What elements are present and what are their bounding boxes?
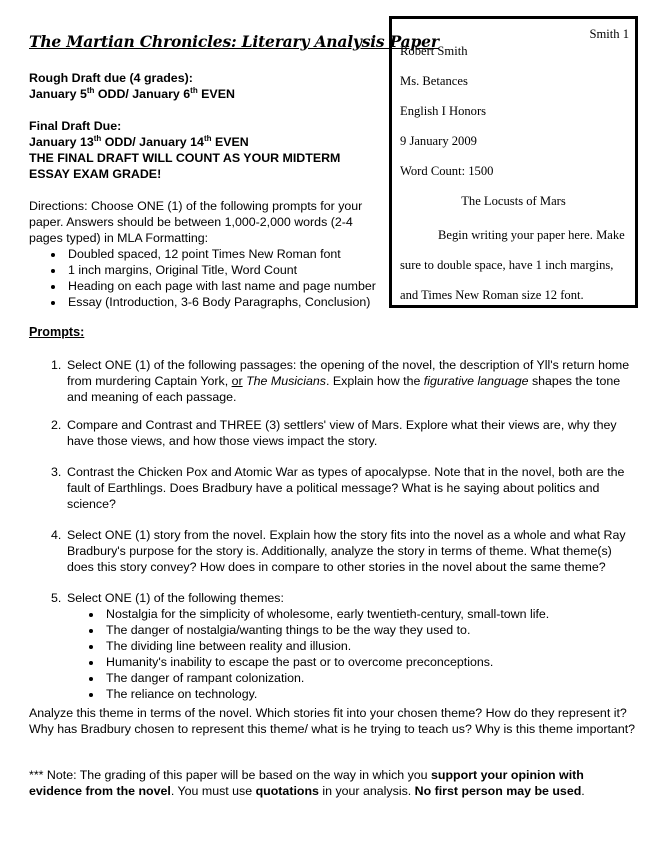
final-draft-note-2: ESSAY EXAM GRADE! [29,167,162,181]
prompt-3: 3. Contrast the Chicken Pox and Atomic War as types of apocalypse. Note that in the novel, both are the fault of Earthlings. Does Bradbury have a political message? What is he saying about politics and science? [51,464,631,512]
list-item: • Heading on each page with last name and page number [65,278,379,294]
mla-course: English I Honors [400,104,487,118]
list-item: • The reliance on technology. [103,686,631,702]
prompt-2-text: Compare and Contrast and THREE (3) settlers' view of Mars. Explore what their views are, why they have those views, and how those views impact the story. [67,418,617,448]
themes-list [51,606,631,702]
mla-student-name: Robert Smith [400,44,468,58]
prompts-heading: Prompts: [29,325,85,339]
directions-section [29,198,379,310]
rough-draft-heading: Rough Draft due (4 grades): [29,71,193,85]
analyze-instructions: Analyze this theme in terms of the novel. Which stories fit into your chosen theme? How do they represent it? Why has Bradbury chosen to represent this theme/ what is he trying to teach us? Why is this theme important? [29,706,636,736]
prompt-4: 4. Select ONE (1) story from the novel. Explain how the story fits into the novel as a whole and what Ray Bradbury's purpose for the story is. Additionally, analyze the story in terms of theme. What theme(s) does this story convey? How does in compare to other stories in the novel about the same theme? [51,527,631,575]
list-item: • The danger of rampant colonization. [103,670,631,686]
mla-page-header: Smith 1 [589,27,629,41]
final-draft-dates: January 13th ODD/ January 14th EVEN [29,133,249,149]
mla-example-box [389,16,638,308]
final-draft-heading: Final Draft Due: [29,119,122,133]
prompt-1: 1. Select ONE (1) of the following passages: the opening of the novel, the description of Yll's return home from murdering Captain York, or The Musicians. Explain how the figurative language shapes the tone and meaning of each passage. [51,358,630,404]
directions-text: Directions: Choose ONE (1) of the following prompts for your paper. Answers should be between 1,000-2,000 words (2-4 pages typed) in MLA Formatting: [29,199,363,245]
prompt-5: 5. Select ONE (1) of the following themes: • Nostalgia for the simplicity of wholesome, early twentieth-century, small-town life. • The danger of nostalgia/wanting things to be the way they used to. • The dividing line between reality and illusion. • Humanity's inability to escape the past or to overcome preconceptions. • The danger of rampant colonization. • The reliance on technology. [51,590,631,702]
prompt-2: 2. Compare and Contrast and THREE (3) settlers' view of Mars. Explore what their views are, why they have those views, and how those views impact the story. [51,417,631,449]
rough-draft-section [29,70,235,102]
list-item: • The danger of nostalgia/wanting things to be the way they used to. [103,622,631,638]
mla-teacher: Ms. Betances [400,74,468,88]
final-draft-note: THE FINAL DRAFT WILL COUNT AS YOUR MIDTERM [29,151,341,165]
list-item: • Nostalgia for the simplicity of wholesome, early twentieth-century, small-town life. [103,606,631,622]
prompt-3-text: Contrast the Chicken Pox and Atomic War as types of apocalypse. Note that in the novel, both are the fault of Earthlings. Does Bradbury have a political message? What is he saying about politics and science? [67,465,625,511]
list-item: • Humanity's inability to escape the past or to overcome preconceptions. [103,654,631,670]
rough-draft-dates: January 5th ODD/ January 6th EVEN [29,85,235,101]
list-item: • 1 inch margins, Original Title, Word Count [65,262,379,278]
prompt-1-text: Select ONE (1) of the following passages: the opening of the novel, the description of Yll's return home from murdering Captain York, or The Musicians. Explain how the figurative language shapes the tone and meaning of each passage. [67,358,630,404]
list-item: • Essay (Introduction, 3-6 Body Paragraphs, Conclusion) [65,294,379,310]
formatting-list [29,246,379,310]
mla-word-count: Word Count: 1500 [400,164,494,178]
mla-paper-title: The Locusts of Mars [461,194,566,208]
page-title: The Martian Chronicles: Literary Analysis Paper [29,32,439,51]
grading-note: *** Note: The grading of this paper will be based on the way in which you support your opinion with evidence from the novel. You must use quotations in your analysis. No first person may be used. [29,768,585,798]
mla-body-text: Begin writing your paper here. Make sure to double space, have 1 inch margins, and Times New Roman size 12 font. [400,228,625,302]
prompt-5-text: Select ONE (1) of the following themes: [67,591,284,605]
list-item: • Doubled spaced, 12 point Times New Roman font [65,246,379,262]
mla-date: 9 January 2009 [400,134,477,148]
final-draft-section [29,118,340,182]
list-item: • The dividing line between reality and illusion. [103,638,631,654]
prompt-4-text: Select ONE (1) story from the novel. Explain how the story fits into the novel as a whole and what Ray Bradbury's purpose for the story is. Additionally, analyze the story in terms of theme. What theme(s) does this story convey? How does in compare to other stories in the novel about the same theme? [67,528,626,574]
